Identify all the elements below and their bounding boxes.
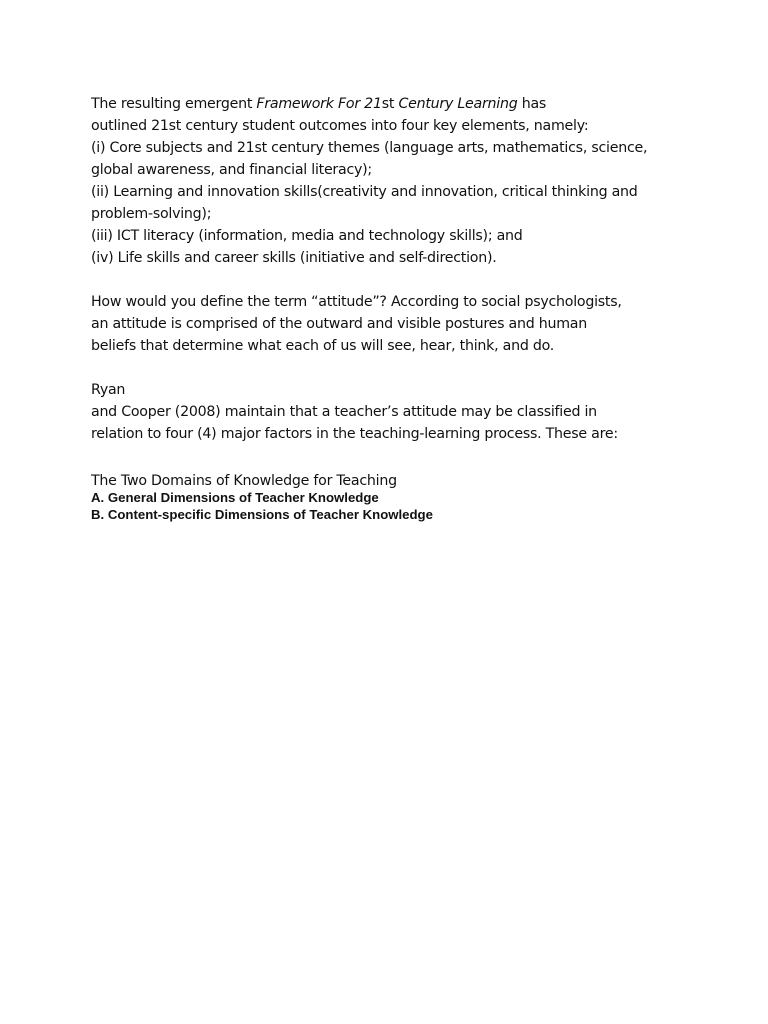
attitude-line-1: How would you define the term “attitude”? According to social psychologists, xyxy=(91,294,622,310)
framework-item-i: (i) Core subjects and 21st century themes (language arts, mathematics, science, xyxy=(91,140,648,156)
framework-line-1: The resulting emergent Framework For 21st Century Learning has xyxy=(91,96,547,112)
framework-item-ii-cont: problem-solving); xyxy=(91,206,212,222)
attitude-line-3: beliefs that determine what each of us will see, hear, think, and do. xyxy=(91,338,555,354)
section-heading: The Two Domains of Knowledge for Teaching xyxy=(91,473,397,489)
framework-title: Framework For 21 xyxy=(256,96,382,112)
attitude-paragraph xyxy=(91,291,751,357)
framework-paragraph xyxy=(91,93,751,269)
domain-item-a: A. General Dimensions of Teacher Knowledge xyxy=(91,490,379,505)
framework-item-iii: (iii) ICT literacy (information, media and technology skills); and xyxy=(91,228,523,244)
ryan-line-2: and Cooper (2008) maintain that a teacher’s attitude may be classified in xyxy=(91,404,597,420)
ryan-line-3: relation to four (4) major factors in the teaching-learning process. These are: xyxy=(91,426,618,442)
domain-item-b: B. Content-specific Dimensions of Teacher Knowledge xyxy=(91,507,433,522)
framework-item-ii: (ii) Learning and innovation skills(creativity and innovation, critical thinking and xyxy=(91,184,638,200)
attitude-line-2: an attitude is comprised of the outward and visible postures and human xyxy=(91,316,587,332)
ryan-line-1: Ryan xyxy=(91,382,126,398)
framework-title-cont: Century Learning xyxy=(394,96,518,112)
framework-line-2: outlined 21st century student outcomes into four key elements, namely: xyxy=(91,118,589,134)
framework-item-i-cont: global awareness, and financial literacy); xyxy=(91,162,372,178)
framework-item-iv: (iv) Life skills and career skills (initiative and self-direction). xyxy=(91,250,497,266)
ryan-cooper-paragraph xyxy=(91,379,751,445)
